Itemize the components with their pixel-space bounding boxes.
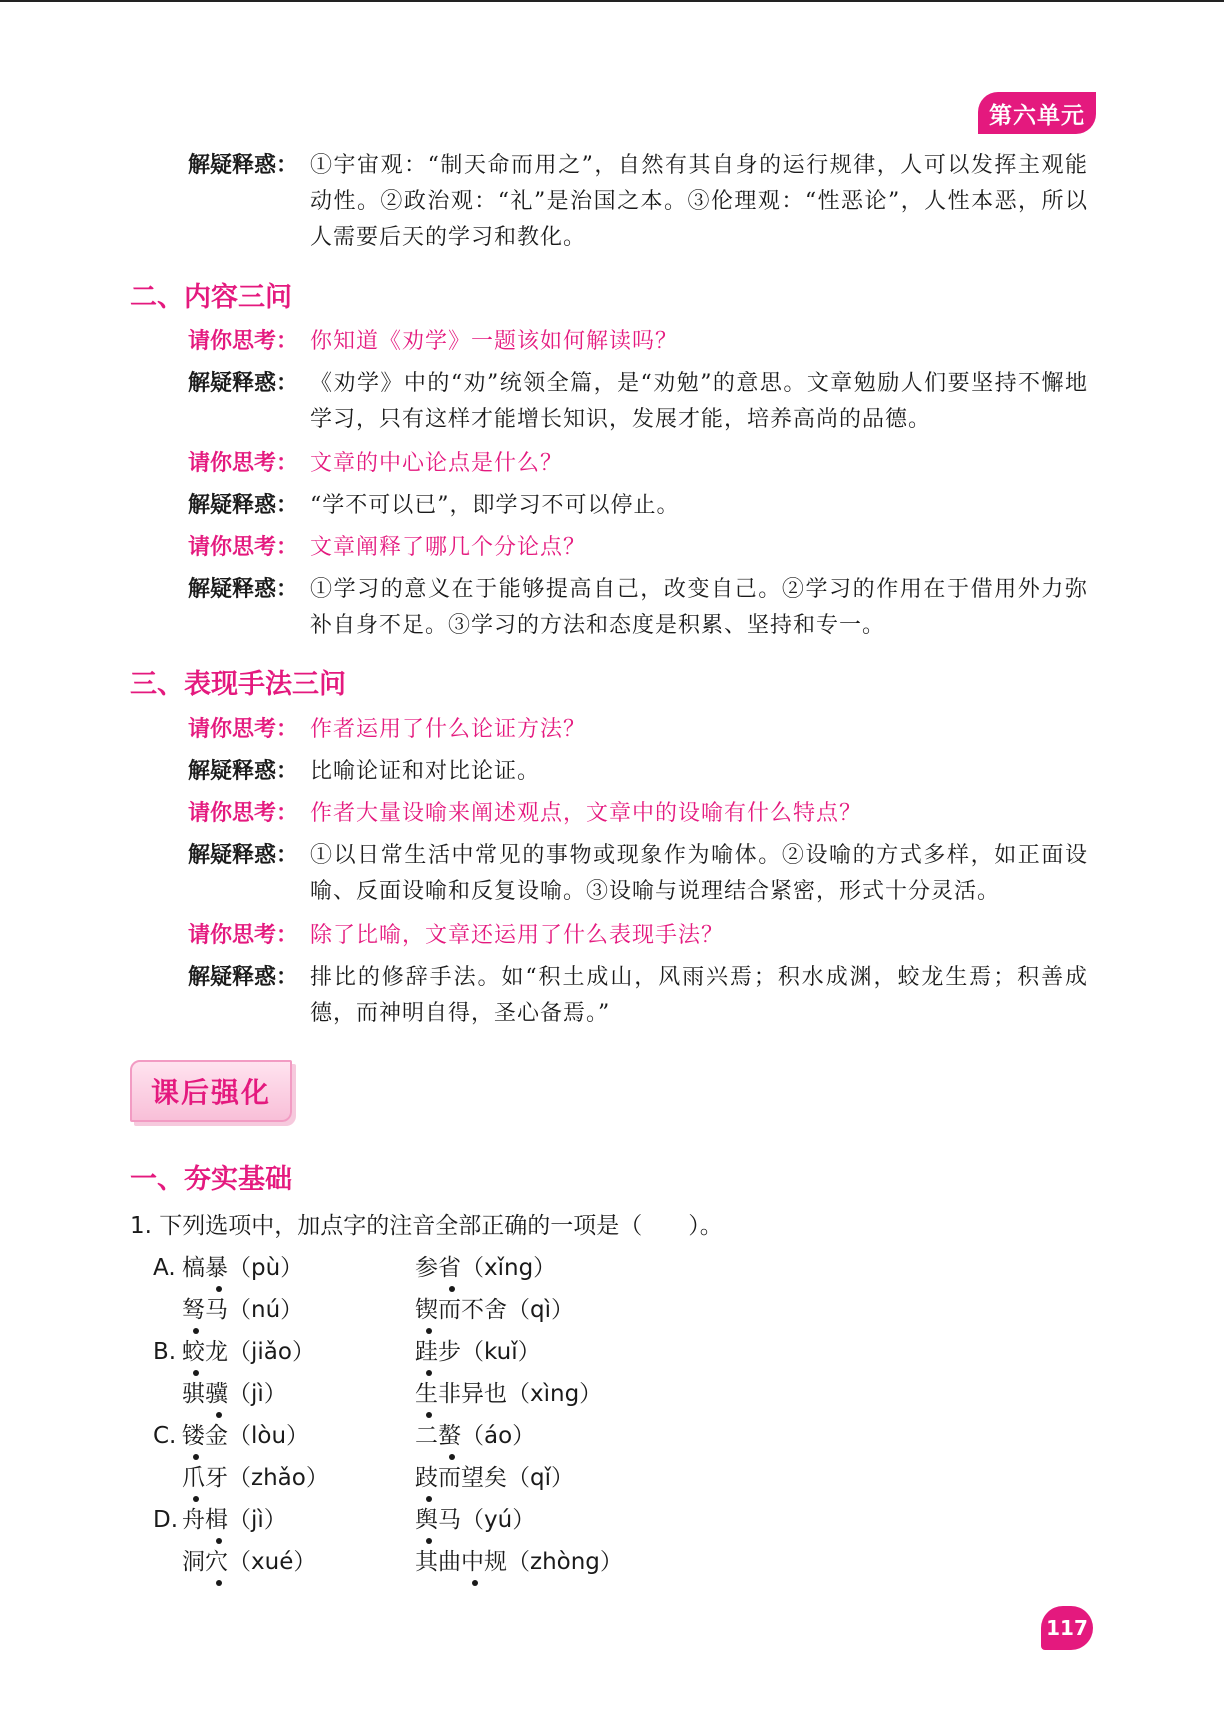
question-text: 文章的中心论点是什么？ bbox=[310, 451, 564, 476]
option-item bbox=[415, 1334, 541, 1370]
answer-text: ①学习的意义在于能够提高自己，改变自己。②学习的作用在于借用外力弥补自身不足。③学习的方法和态度是积累、坚持和专一。 bbox=[310, 577, 1088, 638]
option-item bbox=[415, 1250, 556, 1286]
pinyin: （qǐ） bbox=[507, 1465, 574, 1491]
page-number: 117 bbox=[1041, 1606, 1093, 1650]
answer-row bbox=[188, 488, 1088, 524]
option-item bbox=[182, 1460, 329, 1496]
answer-text: 比喻论证和对比论证。 bbox=[310, 759, 541, 784]
question-row bbox=[188, 918, 1088, 954]
emphasis-dot bbox=[472, 1580, 478, 1586]
question-row bbox=[188, 796, 1088, 832]
answer-text: “学不可以已”，即学习不可以停止。 bbox=[310, 493, 680, 518]
pinyin: （áo） bbox=[461, 1423, 536, 1449]
emphasis-dot bbox=[449, 1286, 455, 1292]
pinyin: （jiǎo） bbox=[228, 1339, 315, 1365]
pinyin: （zhǎo） bbox=[228, 1465, 329, 1491]
pinyin: （yú） bbox=[461, 1507, 536, 1533]
emphasis-dot bbox=[426, 1328, 432, 1334]
emphasis-dot bbox=[193, 1328, 199, 1334]
word: 舟楫 bbox=[182, 1507, 228, 1533]
option-item bbox=[415, 1376, 602, 1412]
emphasis-dot bbox=[193, 1454, 199, 1460]
answer-text: ①以日常生活中常见的事物或现象作为喻体。②设喻的方式多样，如正面设喻、反面设喻和反复设喻。③设喻与说理结合紧密，形式十分灵活。 bbox=[310, 843, 1088, 904]
emphasis-dot bbox=[193, 1370, 199, 1376]
emphasis-dot bbox=[449, 1454, 455, 1460]
emphasis-dot bbox=[216, 1286, 222, 1292]
answer-row bbox=[188, 754, 1088, 790]
option-item bbox=[182, 1250, 303, 1286]
question-row bbox=[188, 324, 1088, 360]
answer-label: 解疑释惑： bbox=[188, 965, 299, 990]
pinyin: （xué） bbox=[228, 1549, 317, 1575]
pinyin: （jì） bbox=[228, 1381, 287, 1407]
answer-row bbox=[188, 366, 1088, 438]
pinyin: （qì） bbox=[507, 1297, 574, 1323]
word: 锲而不舍 bbox=[415, 1297, 507, 1323]
section-heading-basics: 一、夯实基础 bbox=[130, 1164, 292, 1195]
word: 生非异也 bbox=[415, 1381, 507, 1407]
emphasis-dot bbox=[216, 1538, 222, 1544]
question-text: 文章阐释了哪几个分论点？ bbox=[310, 535, 587, 560]
answer-label: 解疑释惑： bbox=[188, 843, 299, 868]
emphasis-dot bbox=[426, 1538, 432, 1544]
think-label: 请你思考： bbox=[188, 329, 299, 354]
pinyin: （zhòng） bbox=[507, 1549, 623, 1575]
option-letter-d: D. bbox=[153, 1507, 179, 1533]
word: 舆马 bbox=[415, 1507, 461, 1533]
emphasis-dot bbox=[426, 1496, 432, 1502]
word: 其曲中规 bbox=[415, 1549, 507, 1575]
answer-label: 解疑释惑： bbox=[188, 153, 299, 178]
word: 驽马 bbox=[182, 1297, 228, 1323]
answer-text: ①宇宙观：“制天命而用之”，自然有其自身的运行规律，人可以发挥主观能动性。②政治观：“礼”是治国之本。③伦理观：“性恶论”，人性本恶，所以人需要后天的学习和教化。 bbox=[310, 153, 1088, 250]
answer-label: 解疑释惑： bbox=[188, 493, 299, 518]
question-text: 除了比喻，文章还运用了什么表现手法？ bbox=[310, 923, 725, 948]
word: 镂金 bbox=[182, 1423, 228, 1449]
question-row bbox=[188, 446, 1088, 482]
option-letter-c: C. bbox=[153, 1423, 177, 1449]
emphasis-dot bbox=[193, 1496, 199, 1502]
option-item bbox=[182, 1292, 303, 1328]
think-label: 请你思考： bbox=[188, 451, 299, 476]
question-row bbox=[188, 712, 1088, 748]
emphasis-dot bbox=[216, 1580, 222, 1586]
word: 跂而望矣 bbox=[415, 1465, 507, 1491]
word: 爪牙 bbox=[182, 1465, 228, 1491]
option-letter-b: B. bbox=[153, 1339, 177, 1365]
answer-text: 排比的修辞手法。如“积土成山，风雨兴焉；积水成渊，蛟龙生焉；积善成德，而神明自得，圣心备焉。” bbox=[310, 965, 1088, 1026]
option-item bbox=[415, 1418, 535, 1454]
answer-row bbox=[188, 838, 1088, 910]
think-label: 请你思考： bbox=[188, 801, 299, 826]
pinyin: （xìng） bbox=[507, 1381, 603, 1407]
emphasis-dot bbox=[426, 1412, 432, 1418]
answer-row bbox=[188, 960, 1088, 1032]
pinyin: （kuǐ） bbox=[461, 1339, 541, 1365]
question-row bbox=[188, 530, 1088, 566]
pinyin: （pù） bbox=[228, 1255, 304, 1281]
word: 骐骥 bbox=[182, 1381, 228, 1407]
emphasis-dot bbox=[216, 1412, 222, 1418]
word: 槁暴 bbox=[182, 1255, 228, 1281]
after-class-badge: 课后强化 bbox=[130, 1060, 292, 1122]
answer-row bbox=[188, 572, 1088, 644]
answer-text: 《劝学》中的“劝”统领全篇，是“劝勉”的意思。文章勉励人们要坚持不懈地学习，只有这样才能增长知识，发展才能，培养高尚的品德。 bbox=[310, 371, 1088, 432]
section-heading-content: 二、内容三问 bbox=[130, 282, 292, 313]
word: 二螯 bbox=[415, 1423, 461, 1449]
question-text: 作者运用了什么论证方法？ bbox=[310, 717, 587, 742]
question-text: 你知道《劝学》一题该如何解读吗？ bbox=[310, 329, 679, 354]
think-label: 请你思考： bbox=[188, 923, 299, 948]
question-stem: 1. 下列选项中，加点字的注音全部正确的一项是（ ）。 bbox=[130, 1213, 723, 1239]
word: 参省 bbox=[415, 1255, 461, 1281]
think-label: 请你思考： bbox=[188, 535, 299, 560]
pinyin: （jì） bbox=[228, 1507, 287, 1533]
option-item bbox=[182, 1418, 309, 1454]
option-item bbox=[182, 1544, 316, 1580]
option-item bbox=[182, 1376, 287, 1412]
option-item bbox=[182, 1334, 315, 1370]
word: 洞穴 bbox=[182, 1549, 228, 1575]
word: 蛟龙 bbox=[182, 1339, 228, 1365]
option-item bbox=[415, 1460, 574, 1496]
answer-label: 解疑释惑： bbox=[188, 371, 299, 396]
answer-label: 解疑释惑： bbox=[188, 759, 299, 784]
unit-tag: 第六单元 bbox=[978, 92, 1096, 134]
option-letter-a: A. bbox=[153, 1255, 176, 1281]
option-item bbox=[415, 1502, 535, 1538]
word: 跬步 bbox=[415, 1339, 461, 1365]
emphasis-dot bbox=[426, 1370, 432, 1376]
answer-label: 解疑释惑： bbox=[188, 577, 299, 602]
pinyin: （lòu） bbox=[228, 1423, 310, 1449]
think-label: 请你思考： bbox=[188, 717, 299, 742]
top-rule bbox=[0, 0, 1224, 2]
option-item bbox=[182, 1502, 287, 1538]
question-text: 作者大量设喻来阐述观点，文章中的设喻有什么特点？ bbox=[310, 801, 863, 826]
pinyin: （xǐng） bbox=[461, 1255, 557, 1281]
option-item bbox=[415, 1292, 574, 1328]
option-item bbox=[415, 1544, 623, 1580]
intro-answer-row bbox=[188, 148, 1088, 256]
section-heading-technique: 三、表现手法三问 bbox=[130, 669, 346, 700]
pinyin: （nú） bbox=[228, 1297, 304, 1323]
